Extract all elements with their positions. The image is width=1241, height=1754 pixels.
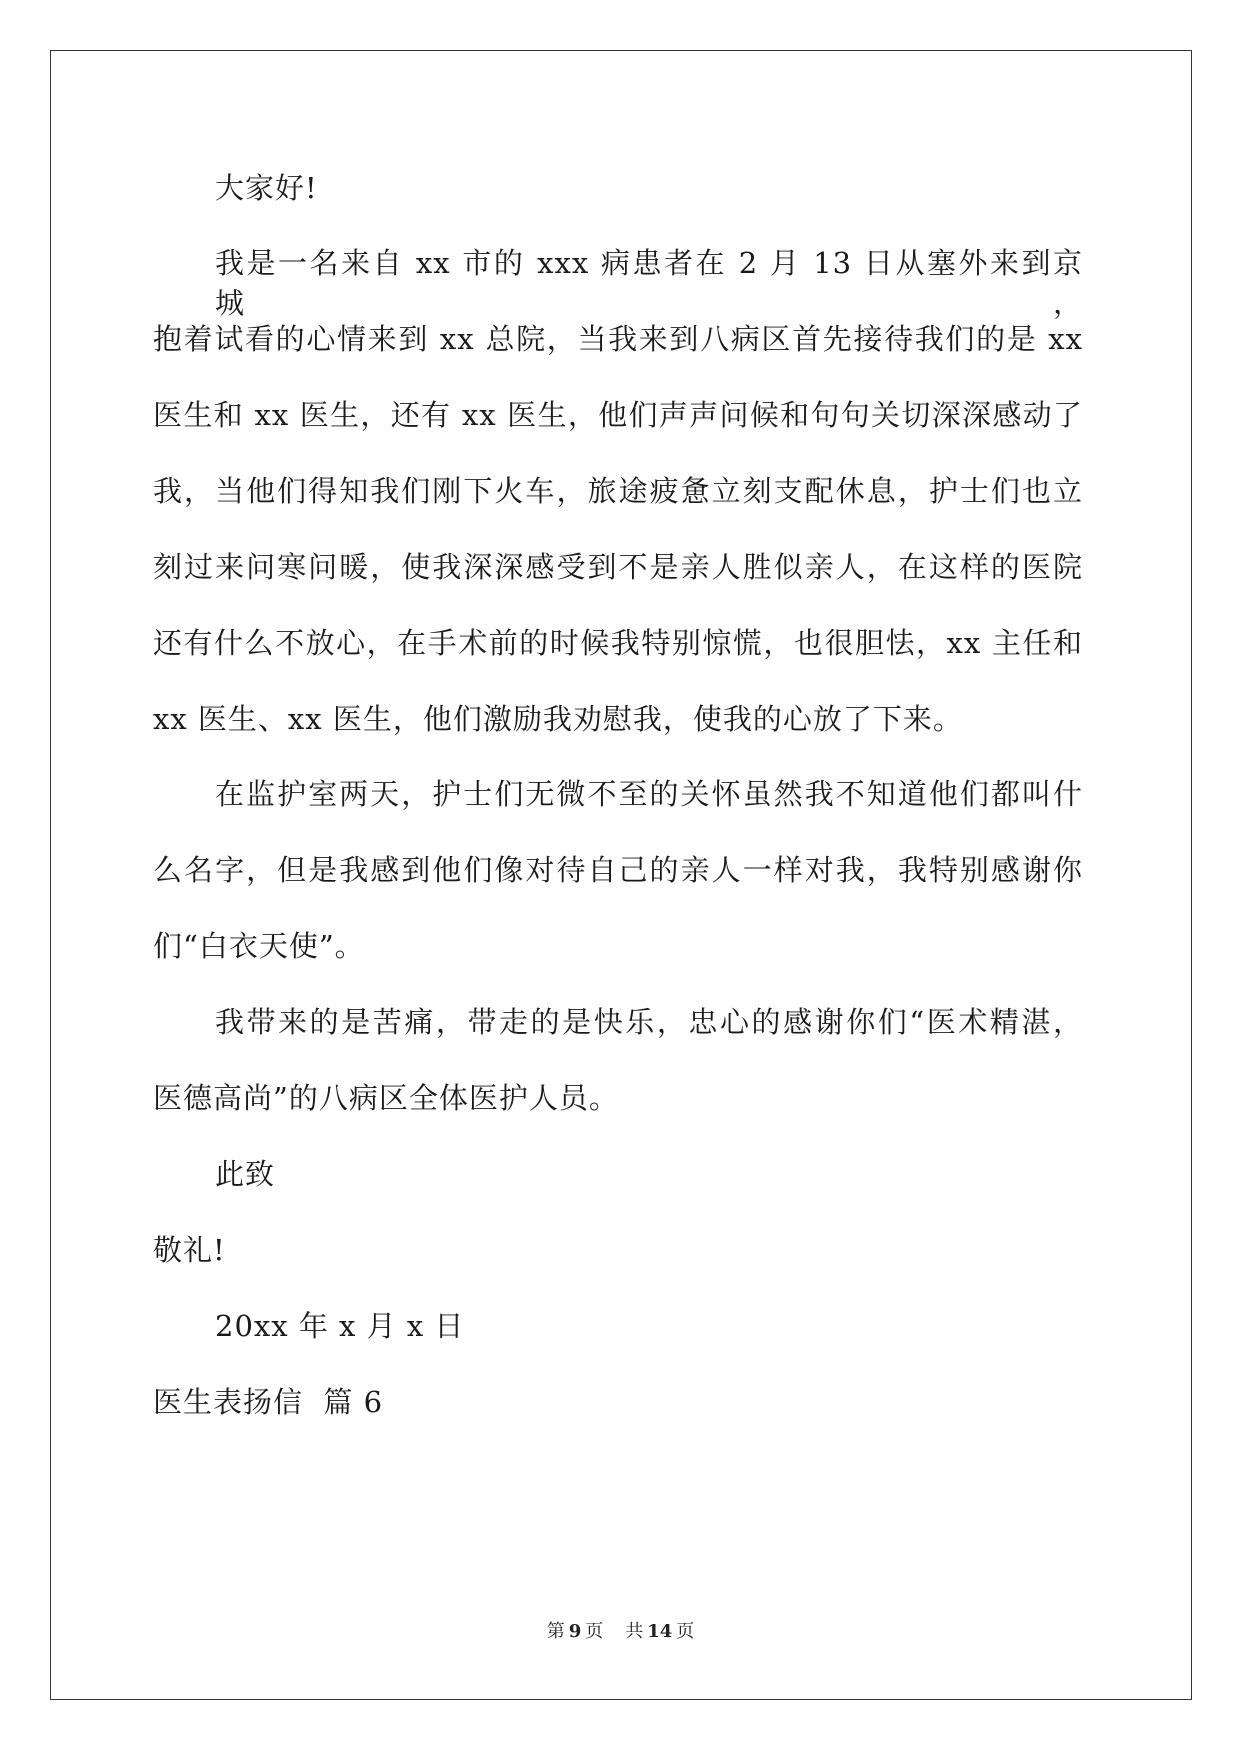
page-total: 14: [647, 1621, 673, 1642]
page-current: 9: [568, 1621, 582, 1642]
page-unit: 页: [585, 1621, 604, 1642]
next-section-title: 医生表扬信 篇 6: [153, 1385, 384, 1419]
page-prefix: 第: [546, 1621, 565, 1642]
paragraph-1-line-3: 医生和 xx 医生，还有 xx 医生，他们声声问候和句句关切深深感动了: [153, 398, 1083, 432]
salute: 敬礼!: [153, 1233, 226, 1267]
paragraph-1-line-7: xx 医生、xx 医生，他们激励我劝慰我，使我的心放了下来。: [153, 702, 963, 736]
page-footer: [0, 1620, 1241, 1644]
total-unit: 页: [676, 1621, 695, 1642]
total-prefix: 共: [625, 1621, 644, 1642]
paragraph-1-line-5: 刻过来问寒问暖，使我深深感受到不是亲人胜似亲人，在这样的医院: [153, 550, 1083, 584]
paragraph-3-line-1: 我带来的是苦痛，带走的是快乐，忠心的感谢你们“医术精湛，: [215, 1005, 1083, 1039]
paragraph-2-line-3: 们“白衣天使”。: [153, 929, 365, 963]
paragraph-2-line-1: 在监护室两天，护士们无微不至的关怀虽然我不知道他们都叫什: [215, 777, 1083, 811]
paragraph-3-line-2: 医德高尚”的八病区全体医护人员。: [153, 1081, 619, 1115]
greeting: 大家好!: [215, 171, 318, 205]
paragraph-2-line-2: 么名字，但是我感到他们像对待自己的亲人一样对我，我特别感谢你: [153, 853, 1083, 887]
paragraph-1-line-6: 还有什么不放心，在手术前的时候我特别惊慌，也很胆怯，xx 主任和: [153, 626, 1083, 660]
closing: 此致: [215, 1157, 276, 1191]
paragraph-1-line-1: 我是一名来自 xx 市的 xxx 病患者在 2 月 13 日从塞外来到京城，: [215, 246, 1083, 320]
paragraph-1-line-2: 抱着试看的心情来到 xx 总院，当我来到八病区首先接待我们的是 xx: [153, 322, 1083, 356]
date: 20xx 年 x 月 x 日: [215, 1309, 465, 1343]
paragraph-1-line-4: 我，当他们得知我们刚下火车，旅途疲惫立刻支配休息，护士们也立: [153, 474, 1083, 508]
